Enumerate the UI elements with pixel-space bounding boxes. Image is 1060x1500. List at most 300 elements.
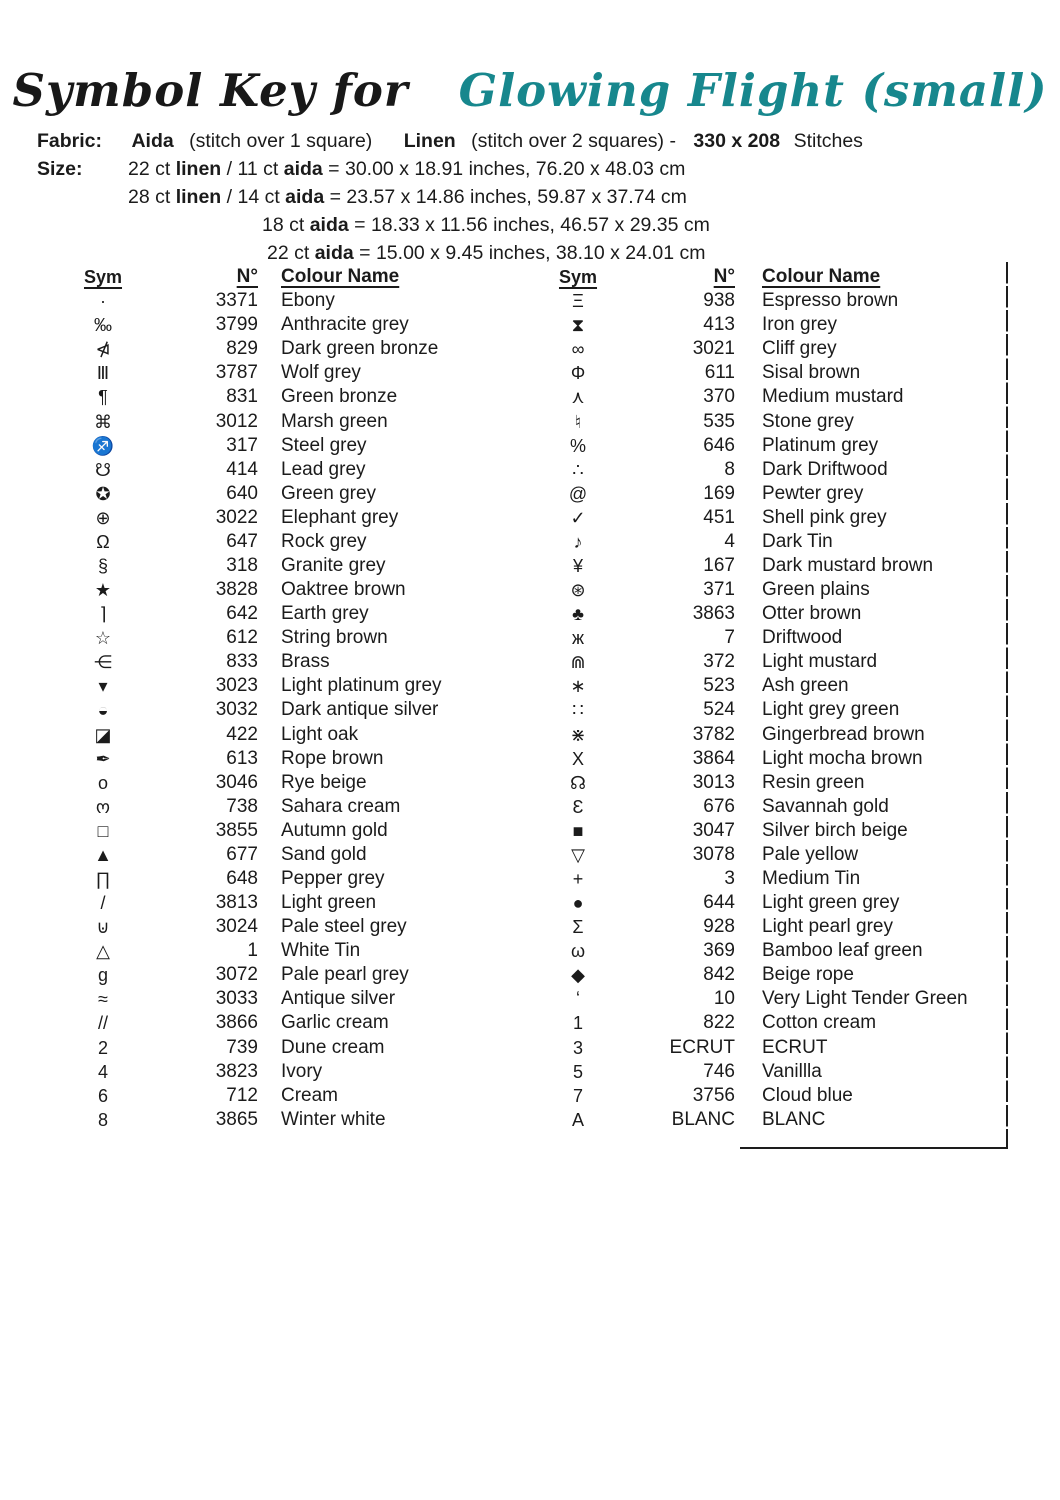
table-row <box>60 385 512 409</box>
stitch-symbol: 2 <box>97 1037 108 1058</box>
thread-number: 612 <box>226 627 258 649</box>
colour-name: Cotton cream <box>762 1012 877 1034</box>
table-row <box>533 722 1009 746</box>
stitch-symbol: ⊛ <box>570 580 586 601</box>
thread-number: 3866 <box>215 1012 258 1034</box>
stitch-symbol: ¥ <box>572 555 583 576</box>
thread-number: 3 <box>724 867 735 889</box>
thread-number: 370 <box>703 386 735 408</box>
colour-name: Resin green <box>762 771 865 793</box>
thread-number: 524 <box>703 699 735 721</box>
header-sym <box>533 268 623 286</box>
table-row <box>533 939 1009 963</box>
colour-name: Elephant grey <box>281 506 399 528</box>
colour-name: Dark antique silver <box>281 699 439 721</box>
fabric-stitch-count: 330 x 208 <box>693 130 781 152</box>
stitch-symbol: 6 <box>97 1085 108 1106</box>
stitch-symbol: X <box>571 748 584 769</box>
colour-name: Savannah gold <box>762 795 889 817</box>
thread-number: 3032 <box>215 699 258 721</box>
stitch-symbol: § <box>97 555 108 576</box>
table-row <box>533 1036 1009 1060</box>
colour-name: Driftwood <box>762 627 843 649</box>
thread-number: 938 <box>703 290 735 312</box>
title-space <box>425 64 442 117</box>
thread-number: 3046 <box>215 771 258 793</box>
colour-name: Gingerbread brown <box>762 723 925 745</box>
thread-number: 7 <box>724 627 735 649</box>
thread-number: 371 <box>703 579 735 601</box>
stitch-symbol: Φ <box>570 363 586 384</box>
stitch-symbol: ♪ <box>573 531 583 552</box>
stitch-symbol: ◆ <box>571 965 585 986</box>
thread-number: 640 <box>226 482 258 504</box>
table-row <box>533 530 1009 554</box>
thread-number: 3024 <box>215 916 258 938</box>
size-line-1-dimensions: = 30.00 x 18.91 inches, 76.20 x 48.03 cm <box>322 158 686 180</box>
thread-number: 3864 <box>692 747 735 769</box>
stitch-symbol: Ξ <box>572 291 584 312</box>
stitch-symbol: ω <box>570 941 586 962</box>
stitch-symbol: % <box>569 435 586 456</box>
table-row <box>60 506 512 530</box>
thread-number: 3072 <box>215 964 258 986</box>
colour-name: Vanillla <box>762 1060 822 1082</box>
table-row <box>533 843 1009 867</box>
colour-name: Dark Driftwood <box>762 458 888 480</box>
table-row <box>60 1084 512 1108</box>
thread-number: 3078 <box>692 843 735 865</box>
thread-number: 3782 <box>692 723 735 745</box>
stitch-symbol: 7 <box>572 1085 583 1106</box>
colour-name: Dark green bronze <box>281 338 439 360</box>
symbol-table-right <box>533 265 1009 1132</box>
size-line-4-fabric: aida <box>314 242 354 264</box>
stitch-symbol: ⌉ <box>99 604 107 625</box>
table-row <box>533 650 1009 674</box>
colour-name: Antique silver <box>281 988 396 1010</box>
table-row <box>533 361 1009 385</box>
size-line-3-dimensions: = 18.33 x 11.56 inches, 46.57 x 29.35 cm <box>348 214 710 236</box>
table-header-left <box>60 265 512 289</box>
table-row <box>60 771 512 795</box>
size-line-2-mid: / 14 ct <box>221 186 286 208</box>
stitch-symbol: ж <box>571 628 585 649</box>
thread-number: 3023 <box>215 675 258 697</box>
thread-number: 372 <box>703 651 735 673</box>
colour-name: Garlic cream <box>281 1012 389 1034</box>
table-row <box>60 1108 512 1132</box>
thread-number: 523 <box>703 675 735 697</box>
stitch-symbol: @ <box>568 483 588 504</box>
colour-name: Otter brown <box>762 603 862 625</box>
thread-number: 647 <box>226 530 258 552</box>
table-row <box>60 819 512 843</box>
stitch-symbol: Σ <box>572 917 584 938</box>
table-row <box>60 289 512 313</box>
stitch-symbol: 4 <box>97 1061 108 1082</box>
stitch-symbol: ■ <box>572 820 584 841</box>
colour-name: White Tin <box>281 940 361 962</box>
table-row <box>60 915 512 939</box>
stitch-symbol: ▽ <box>571 844 585 865</box>
size-line-1-fabric: linen <box>175 158 222 180</box>
table-row <box>533 554 1009 578</box>
colour-name: Light green <box>281 892 377 914</box>
stitch-symbol: ✓ <box>570 507 586 528</box>
table-row <box>60 482 512 506</box>
header-colour-name <box>258 266 512 288</box>
colour-name: Silver birch beige <box>762 819 908 841</box>
thread-number: 833 <box>226 651 258 673</box>
size-line-1-mid: / 11 ct <box>221 158 284 180</box>
colour-name: Stone grey <box>762 410 854 432</box>
title-prefix: Symbol Key for <box>12 64 409 117</box>
stitch-symbol: ⋲ <box>94 652 112 673</box>
size-line-2-dimensions: = 23.57 x 14.86 inches, 59.87 x 37.74 cm <box>324 186 687 208</box>
stitch-symbol: ∞ <box>571 339 585 360</box>
table-row <box>533 1084 1009 1108</box>
colour-name: Autumn gold <box>281 819 388 841</box>
colour-name: Lead grey <box>281 458 366 480</box>
stitch-symbol: + <box>572 868 584 889</box>
stitch-symbol: ∏ <box>95 868 111 889</box>
stitch-symbol: ∗ <box>570 676 586 697</box>
colour-name: Wolf grey <box>281 362 361 384</box>
thread-number: 451 <box>703 506 735 528</box>
colour-name: Green bronze <box>281 386 398 408</box>
colour-name: Pepper grey <box>281 867 385 889</box>
thread-number: 676 <box>703 795 735 817</box>
stitch-symbol: ★ <box>94 580 112 601</box>
thread-number: 648 <box>226 867 258 889</box>
thread-number: 3047 <box>692 819 735 841</box>
thread-number: 842 <box>703 964 735 986</box>
colour-name: Green plains <box>762 579 870 601</box>
title-pattern-name: Glowing Flight (small) <box>458 64 1048 117</box>
thread-number: 3012 <box>215 410 258 432</box>
stitch-symbol: ⋇ <box>570 724 586 745</box>
colour-name: Cliff grey <box>762 338 837 360</box>
thread-number: 3865 <box>215 1108 258 1130</box>
table-row <box>533 867 1009 891</box>
thread-number: 3813 <box>215 892 258 914</box>
thread-number: 611 <box>704 362 735 384</box>
colour-name: BLANC <box>762 1108 826 1130</box>
table-row <box>60 626 512 650</box>
table-row <box>533 987 1009 1011</box>
header-number-label: N° <box>236 266 258 288</box>
table-row <box>60 698 512 722</box>
stitch-symbol: △ <box>96 941 110 962</box>
colour-name: Espresso brown <box>762 290 899 312</box>
table-row <box>533 458 1009 482</box>
thread-number: 3371 <box>215 290 258 312</box>
thread-number: 3033 <box>215 988 258 1010</box>
colour-name: Light platinum grey <box>281 675 442 697</box>
stitch-symbol: g <box>97 965 108 986</box>
thread-number: 3799 <box>215 314 258 336</box>
size-line-4-dimensions: = 15.00 x 9.45 inches, 38.10 x 24.01 cm <box>353 242 706 264</box>
stitch-symbol: ‰ <box>94 315 112 336</box>
colour-name: Rope brown <box>281 747 384 769</box>
colour-name: Very Light Tender Green <box>762 988 968 1010</box>
table-row <box>533 506 1009 530</box>
thread-number: 535 <box>703 410 735 432</box>
table-row <box>60 722 512 746</box>
symbol-table-left <box>60 265 512 1132</box>
colour-name: Rock grey <box>281 530 367 552</box>
stitch-symbol: ◒ <box>97 700 109 721</box>
thread-number: 646 <box>703 434 735 456</box>
colour-name: Light pearl grey <box>762 916 893 938</box>
stitch-symbol: Ω <box>96 531 110 552</box>
stitch-symbol: ♐ <box>91 435 115 456</box>
fabric-label: Fabric: <box>37 130 103 152</box>
fabric-linen: Linen <box>403 130 456 152</box>
colour-name: Beige rope <box>762 964 854 986</box>
thread-number: 369 <box>703 940 735 962</box>
thread-number: 3828 <box>215 579 258 601</box>
thread-number: 3855 <box>215 819 258 841</box>
colour-name: Rye beige <box>281 771 367 793</box>
header-sym <box>60 268 146 286</box>
colour-name: Cream <box>281 1084 339 1106</box>
thread-number: 3013 <box>692 771 735 793</box>
thread-number: ECRUT <box>669 1036 735 1058</box>
colour-name: Sisal brown <box>762 362 861 384</box>
thread-number: 746 <box>703 1060 735 1082</box>
colour-name: String brown <box>281 627 388 649</box>
table-row <box>60 458 512 482</box>
colour-name: Granite grey <box>281 554 386 576</box>
colour-name: Anthracite grey <box>281 314 409 336</box>
colour-name: Sahara cream <box>281 795 401 817</box>
header-sym-label: Sym <box>83 267 123 288</box>
stitch-symbol: Ⅲ <box>96 363 110 384</box>
colour-name: Iron grey <box>762 314 837 336</box>
thread-number: 928 <box>703 916 735 938</box>
table-row <box>533 963 1009 987</box>
size-line-2 <box>128 186 687 209</box>
colour-name: Ash green <box>762 675 849 697</box>
table-row <box>60 843 512 867</box>
colour-name: Light green grey <box>762 892 900 914</box>
header-number-label: N° <box>713 266 735 288</box>
table-row <box>60 602 512 626</box>
table-row <box>60 554 512 578</box>
table-row <box>533 771 1009 795</box>
size-line-4 <box>267 242 706 265</box>
table-row <box>533 289 1009 313</box>
table-row <box>60 313 512 337</box>
table-row <box>60 987 512 1011</box>
stitch-symbol: ☊ <box>570 772 586 793</box>
table-row <box>533 891 1009 915</box>
table-row <box>60 939 512 963</box>
colour-name: Light mocha brown <box>762 747 923 769</box>
thread-number: 3022 <box>215 506 258 528</box>
colour-name: Brass <box>281 651 330 673</box>
table-row <box>533 795 1009 819</box>
table-row <box>533 434 1009 458</box>
colour-name: Medium Tin <box>762 867 861 889</box>
thread-number: 822 <box>703 1012 735 1034</box>
table-row <box>60 867 512 891</box>
table-row <box>533 385 1009 409</box>
table-row <box>60 337 512 361</box>
colour-name: Earth grey <box>281 603 369 625</box>
thread-number: 413 <box>703 314 735 336</box>
thread-number: BLANC <box>671 1108 735 1130</box>
thread-number: 829 <box>226 338 258 360</box>
size-line-1-pre: 22 ct <box>128 158 176 180</box>
table-row <box>60 530 512 554</box>
size-line-3-pre: 18 ct <box>262 214 310 236</box>
colour-name: Pewter grey <box>762 482 864 504</box>
colour-name: Pale steel grey <box>281 916 407 938</box>
stitch-symbol: ∷ <box>572 700 584 721</box>
table-row <box>533 626 1009 650</box>
stitch-symbol: ▾ <box>98 676 108 697</box>
size-line-3-fabric: aida <box>309 214 349 236</box>
thread-number: 644 <box>703 892 735 914</box>
table-row <box>533 1060 1009 1084</box>
colour-name: Dark Tin <box>762 530 833 552</box>
fabric-line <box>37 130 863 153</box>
thread-number: 3021 <box>692 338 735 360</box>
colour-name: Dark mustard brown <box>762 554 934 576</box>
stitch-symbol: 8 <box>97 1109 108 1130</box>
thread-number: 677 <box>226 843 258 865</box>
size-line-1 <box>128 158 685 181</box>
stitch-symbol: ☆ <box>94 628 112 649</box>
stitch-symbol: ◪ <box>94 724 112 745</box>
colour-name: Ivory <box>281 1060 323 1082</box>
thread-number: 642 <box>226 603 258 625</box>
stitch-symbol: ✪ <box>95 483 111 504</box>
thread-number: 831 <box>226 386 258 408</box>
colour-name: Light grey green <box>762 699 900 721</box>
stitch-symbol: ⧗ <box>571 315 585 336</box>
size-label: Size: <box>37 158 83 180</box>
size-line-2-pre: 28 ct <box>128 186 176 208</box>
colour-name: Green grey <box>281 482 377 504</box>
table-header-right <box>533 265 1009 289</box>
stitch-symbol: · <box>100 291 106 312</box>
stitch-symbol: ⋒ <box>570 652 586 673</box>
thread-number: 3823 <box>215 1060 258 1082</box>
stitch-symbol: ⌘ <box>94 411 112 432</box>
fabric-stitch-suffix: Stitches <box>793 130 863 152</box>
thread-number: 318 <box>226 554 258 576</box>
stitch-symbol: □ <box>97 820 109 841</box>
colour-name: Steel grey <box>281 434 367 456</box>
table-row <box>533 698 1009 722</box>
thread-number: 4 <box>724 530 735 552</box>
stitch-symbol: ♣ <box>572 604 584 625</box>
colour-name: Medium mustard <box>762 386 904 408</box>
table-row <box>60 963 512 987</box>
thread-number: 613 <box>226 747 258 769</box>
stitch-symbol: ო <box>95 796 111 817</box>
table-row <box>533 1011 1009 1035</box>
stitch-symbol: 1 <box>572 1013 583 1034</box>
colour-name: Light mustard <box>762 651 878 673</box>
stitch-symbol: A <box>571 1109 584 1130</box>
table-row <box>533 915 1009 939</box>
table-row <box>533 313 1009 337</box>
table-row <box>533 409 1009 433</box>
colour-name: ECRUT <box>762 1036 828 1058</box>
thread-number: 3863 <box>692 603 735 625</box>
stitch-symbol: o <box>97 772 108 793</box>
table-row <box>60 674 512 698</box>
fabric-aida-note: (stitch over 1 square) <box>189 130 373 152</box>
right-border-line <box>1006 262 1008 1148</box>
table-row <box>60 1060 512 1084</box>
bottom-border-line <box>740 1147 1008 1149</box>
thread-number: 3756 <box>692 1084 735 1106</box>
colour-name: Oaktree brown <box>281 579 406 601</box>
fabric-linen-note: (stitch over 2 squares) - <box>471 130 676 152</box>
thread-number: 10 <box>713 988 735 1010</box>
header-colour-name <box>735 266 1009 288</box>
stitch-symbol: ʻ <box>576 989 580 1010</box>
fabric-aida: Aida <box>131 130 174 152</box>
size-line-3 <box>262 214 710 237</box>
colour-name: Dune cream <box>281 1036 385 1058</box>
thread-number: 739 <box>226 1036 258 1058</box>
table-row <box>533 602 1009 626</box>
thread-number: 8 <box>724 458 735 480</box>
stitch-symbol: ⊕ <box>95 507 111 528</box>
table-row <box>60 747 512 771</box>
size-line-2-fabric2: aida <box>285 186 325 208</box>
colour-name: Bamboo leaf green <box>762 940 923 962</box>
header-number <box>146 266 258 288</box>
table-row <box>533 578 1009 602</box>
table-row <box>60 1011 512 1035</box>
table-row <box>60 650 512 674</box>
colour-name: Pale pearl grey <box>281 964 409 986</box>
thread-number: 712 <box>226 1084 258 1106</box>
table-row <box>60 1036 512 1060</box>
stitch-symbol: ▲ <box>94 844 112 865</box>
colour-name: Cloud blue <box>762 1084 853 1106</box>
stitch-symbol: ¶ <box>98 387 108 408</box>
table-row <box>533 747 1009 771</box>
size-line-4-pre: 22 ct <box>267 242 315 264</box>
stitch-symbol: ∴ <box>572 459 584 480</box>
stitch-symbol: ⊍ <box>96 917 110 938</box>
thread-number: 414 <box>226 458 258 480</box>
colour-name: Pale yellow <box>762 843 859 865</box>
header-colour-name-label: Colour Name <box>281 266 400 288</box>
table-row <box>60 361 512 385</box>
stitch-symbol: 5 <box>572 1061 583 1082</box>
stitch-symbol: ♮ <box>574 411 582 432</box>
stitch-symbol: // <box>97 1013 108 1034</box>
size-line-2-fabric: linen <box>175 186 222 208</box>
stitch-symbol: ● <box>572 893 584 914</box>
thread-number: 167 <box>703 554 735 576</box>
thread-number: 169 <box>703 482 735 504</box>
thread-number: 3787 <box>215 362 258 384</box>
table-row <box>533 674 1009 698</box>
table-row <box>533 337 1009 361</box>
colour-name: Winter white <box>281 1108 386 1130</box>
